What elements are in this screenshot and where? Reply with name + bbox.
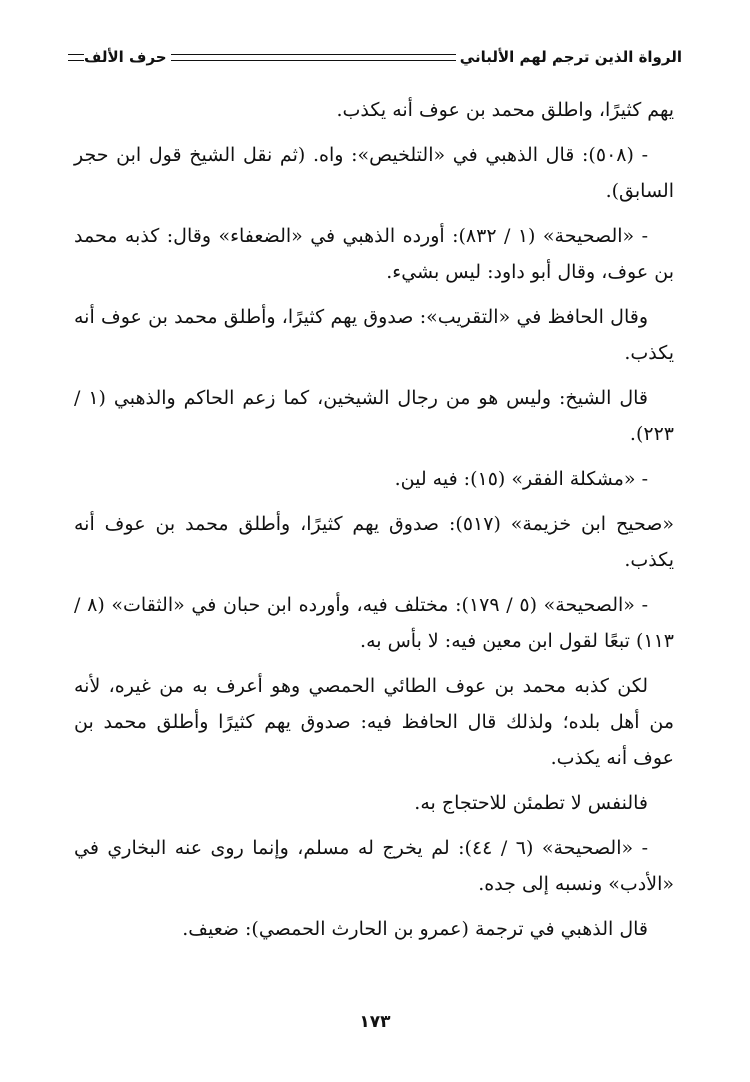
paragraph: - (٥٠٨): قال الذهبي في «التلخيص»: واه. (ثم نقل الشيخ قول ابن حجر السابق). xyxy=(74,144,674,202)
page-number: ١٧٣ xyxy=(359,1012,391,1032)
paragraph: - «الصحيحة» (١ / ٨٣٢): أورده الذهبي في «الضعفاء» وقال: كذبه محمد بن عوف، وقال أبو داود: ليس بشيء. xyxy=(74,225,674,283)
book-title: الرواة الذين ترجم لهم الألباني xyxy=(459,48,682,66)
paragraph: - «الصحيحة» (٦ / ٤٤): لم يخرج له مسلم، وإنما روى عنه البخاري في «الأدب» ونسبه إلى جده. xyxy=(74,837,674,895)
paragraph: يهم كثيرًا، واطلق محمد بن عوف أنه يكذب. xyxy=(336,99,674,121)
paragraph: لكن كذبه محمد بن عوف الطائي الحمصي وهو أعرف به من غيره، لأنه من أهل بلده؛ ولذلك قال الحافظ فيه: صدوق يهم كثيرًا وأطلق محمد بن عوف أنه يكذب. xyxy=(74,675,674,769)
paragraph: - «الصحيحة» (٥ / ١٧٩): مختلف فيه، وأورده ابن حبان في «الثقات» (٨ / ١١٣) تبعًا لقول ابن معين فيه: لا بأس به. xyxy=(74,594,674,652)
paragraph: - «مشكلة الفقر» (١٥): فيه لين. xyxy=(394,468,648,490)
header-rule-long xyxy=(171,54,456,61)
paragraph: فالنفس لا تطمئن للاحتجاج به. xyxy=(414,792,648,814)
running-header xyxy=(62,40,682,74)
chapter-title: حرف الألف xyxy=(84,48,167,66)
paragraph: وقال الحافظ في «التقريب»: صدوق يهم كثيرًا، وأطلق محمد بن عوف أنه يكذب. xyxy=(74,306,674,364)
header-rule-short xyxy=(68,54,84,61)
paragraph: قال الشيخ: وليس هو من رجال الشيخين، كما زعم الحاكم والذهبي (١ / ٢٢٣). xyxy=(74,387,674,445)
paragraph: قال الذهبي في ترجمة (عمرو بن الحارث الحمصي): ضعيف. xyxy=(182,918,648,940)
paragraph: «صحيح ابن خزيمة» (٥١٧): صدوق يهم كثيرًا، وأطلق محمد بن عوف أنه يكذب. xyxy=(74,513,674,571)
page-body xyxy=(74,92,674,956)
